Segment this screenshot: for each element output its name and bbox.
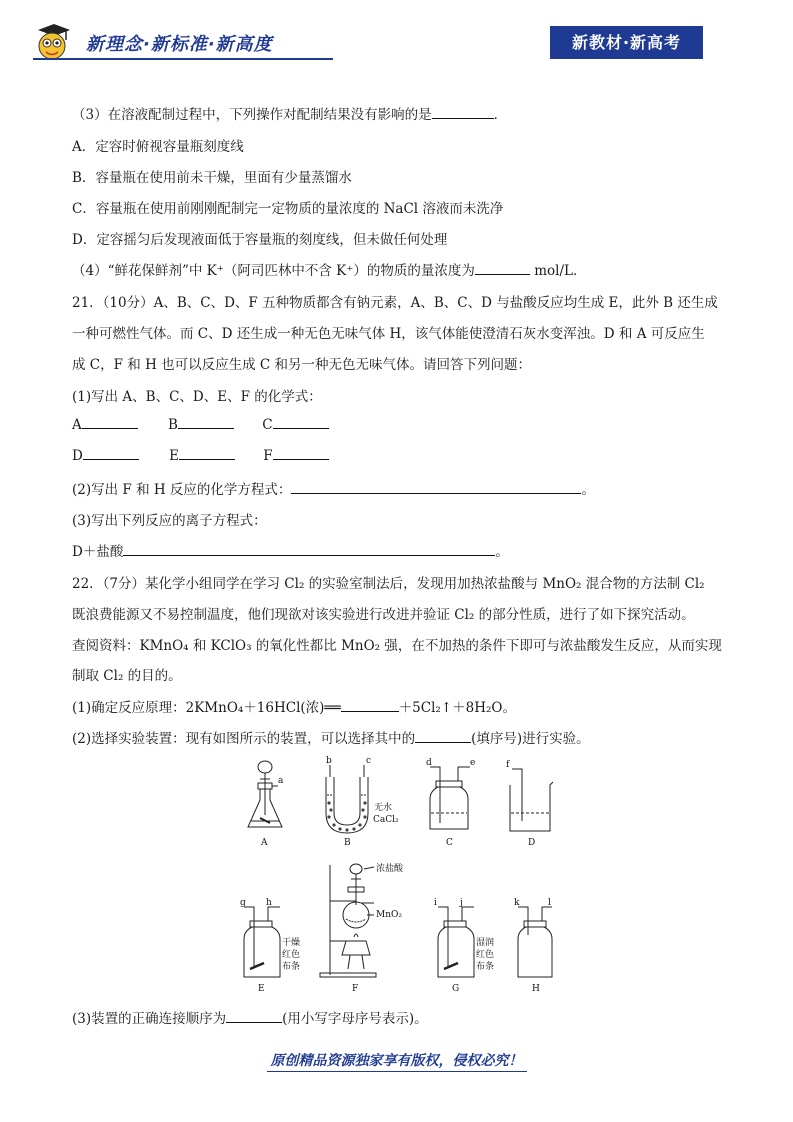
apparatus-figure bbox=[230, 755, 590, 995]
q20-option-d: D．定容摇匀后发现液面低于容量瓶的刻度线，但未做任何处理 bbox=[72, 232, 448, 248]
q20-option-a: A．定容时俯视容量瓶刻度线 bbox=[72, 139, 244, 155]
cloth-label: 干燥 bbox=[282, 938, 301, 948]
answer-blank bbox=[273, 416, 329, 429]
q20-option-c: C．容量瓶在使用前刚刚配制完一定物质的量浓度的 NaCl 溶液而未洗净 bbox=[72, 201, 504, 217]
q22-line-4: 制取 Cl₂ 的目的。 bbox=[72, 668, 182, 684]
q22-sub2: (2)选择实验装置：现有如图所示的装置，可以选择其中的 (填序号)进行实验。 bbox=[72, 731, 590, 747]
owl-mascot-logo bbox=[32, 22, 72, 62]
cloth-label: 布条 bbox=[476, 962, 495, 972]
q22-sub1: (1)确定反应原理：2KMnO₄＋16HCl(浓)══ ＋5Cl₂↑＋8H₂O。 bbox=[72, 700, 516, 716]
figure-label: E bbox=[258, 984, 265, 994]
apparatus-e bbox=[240, 898, 300, 994]
answer-blank bbox=[82, 416, 138, 429]
copyright-footer bbox=[0, 1050, 793, 1070]
answer-blank bbox=[83, 447, 139, 460]
answer-blank bbox=[226, 1010, 282, 1023]
port-label: h bbox=[266, 898, 272, 908]
mno2-label: MnO₂ bbox=[376, 910, 402, 920]
figure-label: D bbox=[528, 838, 536, 848]
answer-blank bbox=[123, 543, 495, 556]
cacl2-label: 无水 bbox=[374, 803, 393, 813]
answer-blank bbox=[291, 481, 581, 494]
cloth-label: 湿润 bbox=[476, 938, 495, 948]
q22-line-1: 22．（7分）某化学小组同学在学习 Cl₂ 的实验室制法后，发现用加热浓盐酸与 MnO₂ 混合物的方法制 Cl₂ bbox=[72, 576, 705, 592]
apparatus-f bbox=[320, 862, 404, 994]
answer-blank bbox=[432, 106, 494, 119]
answer-blank bbox=[475, 262, 530, 275]
q22-sub3: (3)装置的正确连接顺序为 (用小写字母序号表示)。 bbox=[72, 1011, 428, 1027]
apparatus-g bbox=[434, 898, 494, 994]
q21-sub2: (2)写出 F 和 H 反应的化学方程式： 。 bbox=[72, 482, 595, 498]
port-label: j bbox=[460, 898, 463, 908]
conc-hcl-label: 浓盐酸 bbox=[376, 864, 404, 874]
q20-part4: （4）“鲜花保鲜剂”中 K⁺（阿司匹林中不含 K⁺）的物质的量浓度为 mol/L． bbox=[72, 263, 587, 279]
figure-label: B bbox=[344, 838, 351, 848]
header-divider bbox=[33, 58, 333, 60]
answer-blank bbox=[415, 730, 471, 743]
q20-part3: （3）在溶液配制过程中，下列操作对配制结果没有影响的是 ． bbox=[72, 107, 508, 123]
port-label: f bbox=[506, 760, 510, 770]
q21-line-2: 一种可燃性气体。而 C、D 还生成一种无色无味气体 H，该气体能使澄清石灰水变浑浊。D 和 A 可反应生 bbox=[72, 326, 705, 342]
q21-blanks-row1: A B C bbox=[72, 416, 329, 433]
apparatus-c bbox=[426, 758, 475, 848]
q21-sub3: (3)写出下列反应的离子方程式： bbox=[72, 513, 267, 529]
q21-blanks-row2: D E F bbox=[72, 447, 329, 464]
q21-line-1: 21．（10分）A、B、C、D、F 五种物质都含有钠元素，A、B、C、D 与盐酸反应均生成 E，此外 B 还生成 bbox=[72, 295, 718, 311]
brand-slogan-left: 新理念·新标准·新高度 bbox=[86, 34, 273, 55]
apparatus-h bbox=[514, 898, 552, 994]
answer-blank bbox=[179, 447, 235, 460]
q21-line-3: 成 C，F 和 H 也可以反应生成 C 和另一种无色无味气体。请回答下列问题： bbox=[72, 357, 532, 373]
cloth-label: 红色 bbox=[282, 950, 301, 960]
q21-sub3-a: D＋盐酸 。 bbox=[72, 544, 509, 560]
port-label: c bbox=[366, 756, 372, 766]
q20-option-b: B．容量瓶在使用前未干燥，里面有少量蒸馏水 bbox=[72, 170, 352, 186]
apparatus-d bbox=[506, 760, 553, 848]
cloth-label: 布条 bbox=[282, 962, 301, 972]
port-label: k bbox=[514, 898, 520, 908]
figure-label: A bbox=[261, 838, 268, 848]
port-label: l bbox=[548, 898, 551, 908]
apparatus-a bbox=[248, 761, 284, 848]
port-label: e bbox=[470, 758, 476, 768]
answer-blank bbox=[178, 416, 234, 429]
cloth-label: 红色 bbox=[476, 950, 495, 960]
figure-label: C bbox=[446, 838, 453, 848]
q21-sub1: (1)写出 A、B、C、D、E、F 的化学式： bbox=[72, 389, 322, 405]
q22-line-3: 查阅资料：KMnO₄ 和 KClO₃ 的氧化性都比 MnO₂ 强，在不加热的条件下即可与浓盐酸发生反应，从而实现 bbox=[72, 638, 722, 654]
apparatus-b bbox=[326, 756, 399, 848]
answer-blank bbox=[273, 447, 329, 460]
q22-line-2: 既浪费能源又不易控制温度，他们现欲对该实验进行改进并验证 Cl₂ 的部分性质，进行了如下探究活动。 bbox=[72, 607, 695, 623]
port-label: b bbox=[326, 756, 332, 766]
figure-label: F bbox=[352, 984, 359, 994]
cacl2-label: CaCl₂ bbox=[373, 815, 399, 825]
page-header bbox=[0, 0, 793, 70]
port-label: g bbox=[240, 898, 246, 908]
answer-blank bbox=[341, 699, 399, 712]
brand-badge-right: 新教材·新高考 bbox=[550, 26, 703, 59]
port-label: a bbox=[278, 776, 284, 786]
port-label: d bbox=[426, 758, 432, 768]
copyright-text: 原创精品资源独家享有版权，侵权必究！ bbox=[267, 1053, 527, 1072]
figure-label: G bbox=[452, 984, 460, 994]
figure-label: H bbox=[532, 984, 540, 994]
port-label: i bbox=[434, 898, 437, 908]
